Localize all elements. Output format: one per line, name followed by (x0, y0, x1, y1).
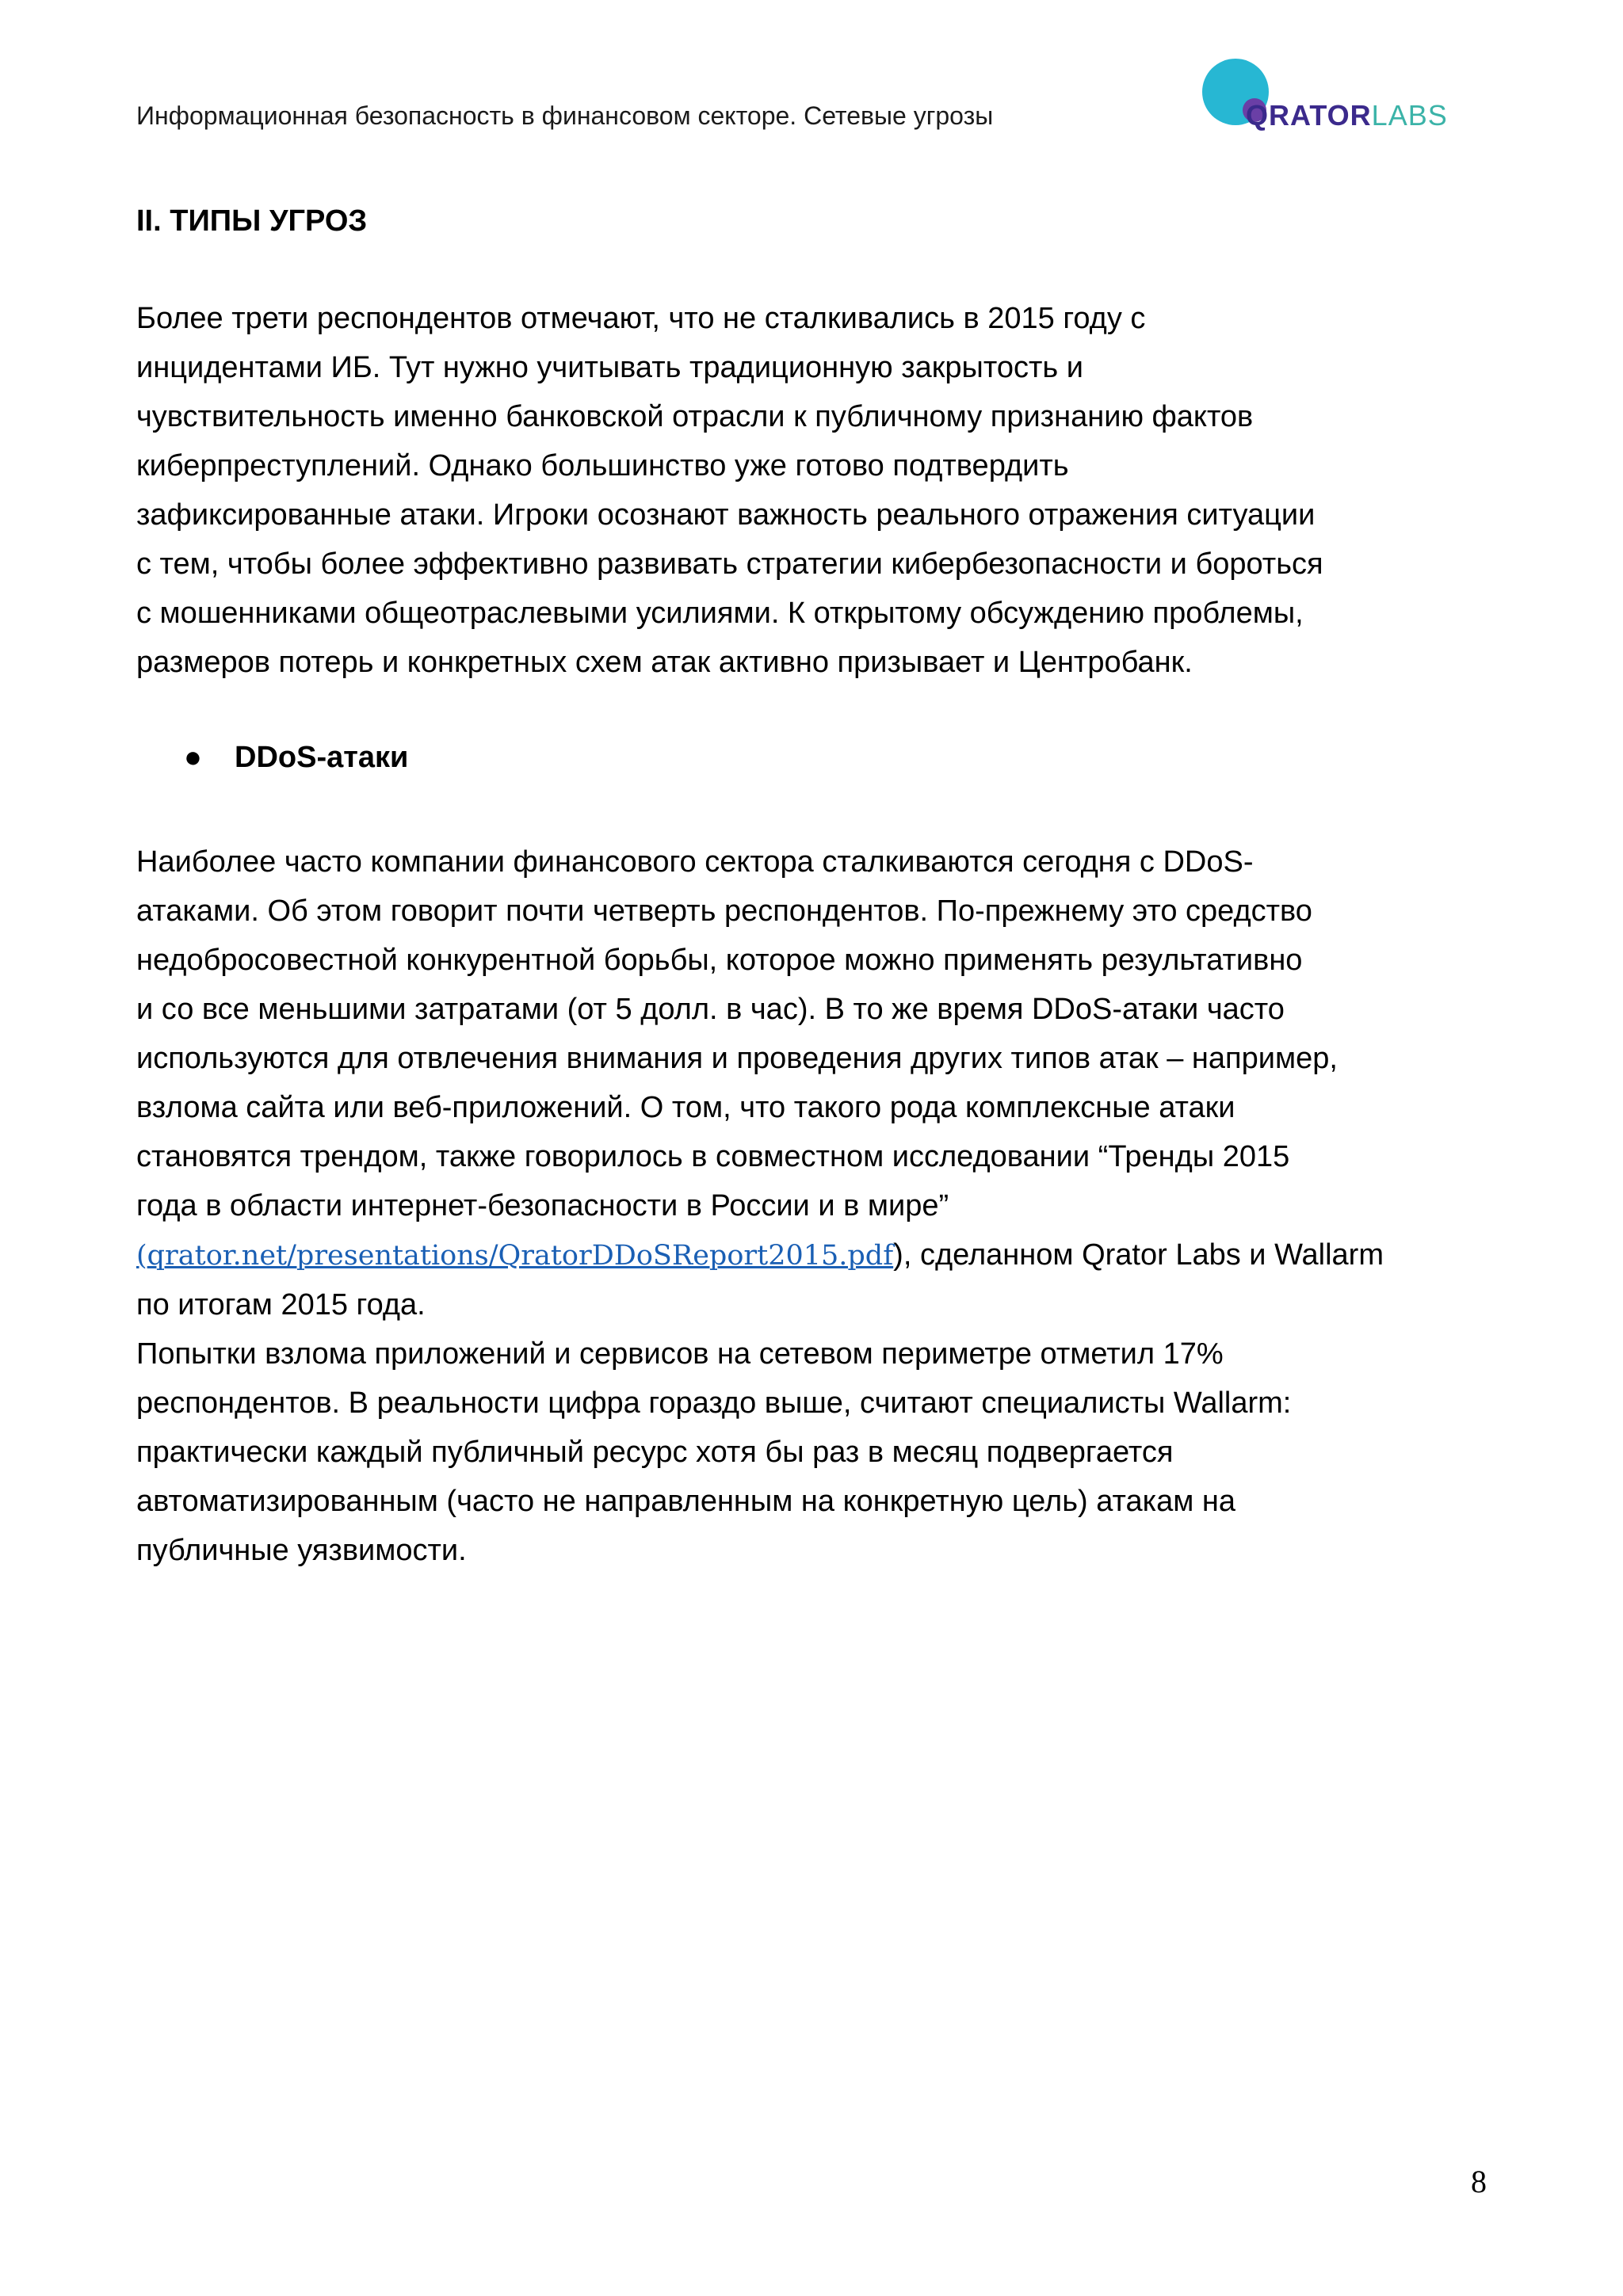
logo-word-bold: QRATOR (1246, 99, 1372, 132)
intro-paragraph (136, 294, 1499, 687)
intro-line: инцидентами ИБ. Тут нужно учитывать традиционную закрытость и (136, 351, 1083, 384)
ddos-line: взлома сайта или веб-приложений. О том, что такого рода комплексные атаки (136, 1091, 1235, 1124)
ddos-line: атаками. Об этом говорит почти четверть респондентов. По-прежнему это средство (136, 894, 1312, 928)
intro-line: с тем, чтобы более эффективно развивать стратегии кибербезопасности и бороться (136, 547, 1323, 581)
paren-open: ( (136, 1240, 147, 1272)
report-link[interactable]: qrator.net/presentations/QratorDDoSReport2015.pdf (147, 1240, 894, 1272)
link-line (136, 1230, 1499, 1280)
header-title: Информационная безопасность в финансовом секторе. Сетевые угрозы (136, 101, 994, 130)
ddos-line: недобросовестной конкурентной борьбы, которое можно применять результативно (136, 944, 1303, 977)
ddos-line: по итогам 2015 года. (136, 1288, 426, 1322)
hack-line: респондентов. В реальности цифра гораздо выше, считают специалисты Wallarm: (136, 1386, 1292, 1420)
intro-line: киберпреступлений. Однако большинство уже готово подтвердить (136, 449, 1069, 482)
intro-line: зафиксированные атаки. Игроки осознают важность реального отражения ситуации (136, 498, 1316, 532)
link-after-text: ), сделанном Qrator Labs и Wallarm (893, 1238, 1384, 1272)
hack-line: автоматизированным (часто не направленным на конкретную цель) атакам на (136, 1485, 1236, 1518)
ddos-line: используются для отвлечения внимания и проведения других типов атак – например, (136, 1042, 1338, 1075)
hack-line: практически каждый публичный ресурс хотя бы раз в месяц подвергается (136, 1436, 1174, 1469)
logo-wordmark (1246, 100, 1448, 132)
ddos-bullet-heading (184, 741, 408, 775)
ddos-line: Наиболее часто компании финансового сектора сталкиваются сегодня с DDoS- (136, 845, 1254, 879)
bullet-label: DDoS-атаки (235, 741, 409, 774)
intro-line: размеров потерь и конкретных схем атак активно призывает и Центробанк. (136, 646, 1193, 679)
intro-line: с мошенниками общеотраслевыми усилиями. К открытому обсуждению проблемы, (136, 597, 1304, 630)
hack-line: публичные уязвимости. (136, 1534, 467, 1567)
qrator-labs-logo (1198, 59, 1468, 130)
logo-word-light: LABS (1371, 99, 1448, 132)
ddos-line: года в области интернет-безопасности в России и в мире” (136, 1189, 949, 1222)
intro-line: чувствительность именно банковской отрасли к публичному признанию фактов (136, 400, 1254, 433)
section-heading: II. ТИПЫ УГРОЗ (136, 204, 368, 238)
ddos-line: и со все меньшими затратами (от 5 долл. в час). В то же время DDoS-атаки часто (136, 993, 1285, 1026)
page-number: 8 (1471, 2164, 1487, 2199)
ddos-paragraph (136, 837, 1499, 1575)
intro-line: Более трети респондентов отмечают, что не сталкивались в 2015 году с (136, 302, 1146, 335)
bullet-dot-icon: ● (184, 741, 202, 774)
ddos-line: становятся трендом, также говорилось в совместном исследовании “Тренды 2015 (136, 1140, 1290, 1173)
hack-line: Попытки взлома приложений и сервисов на сетевом периметре отметил 17% (136, 1337, 1224, 1371)
